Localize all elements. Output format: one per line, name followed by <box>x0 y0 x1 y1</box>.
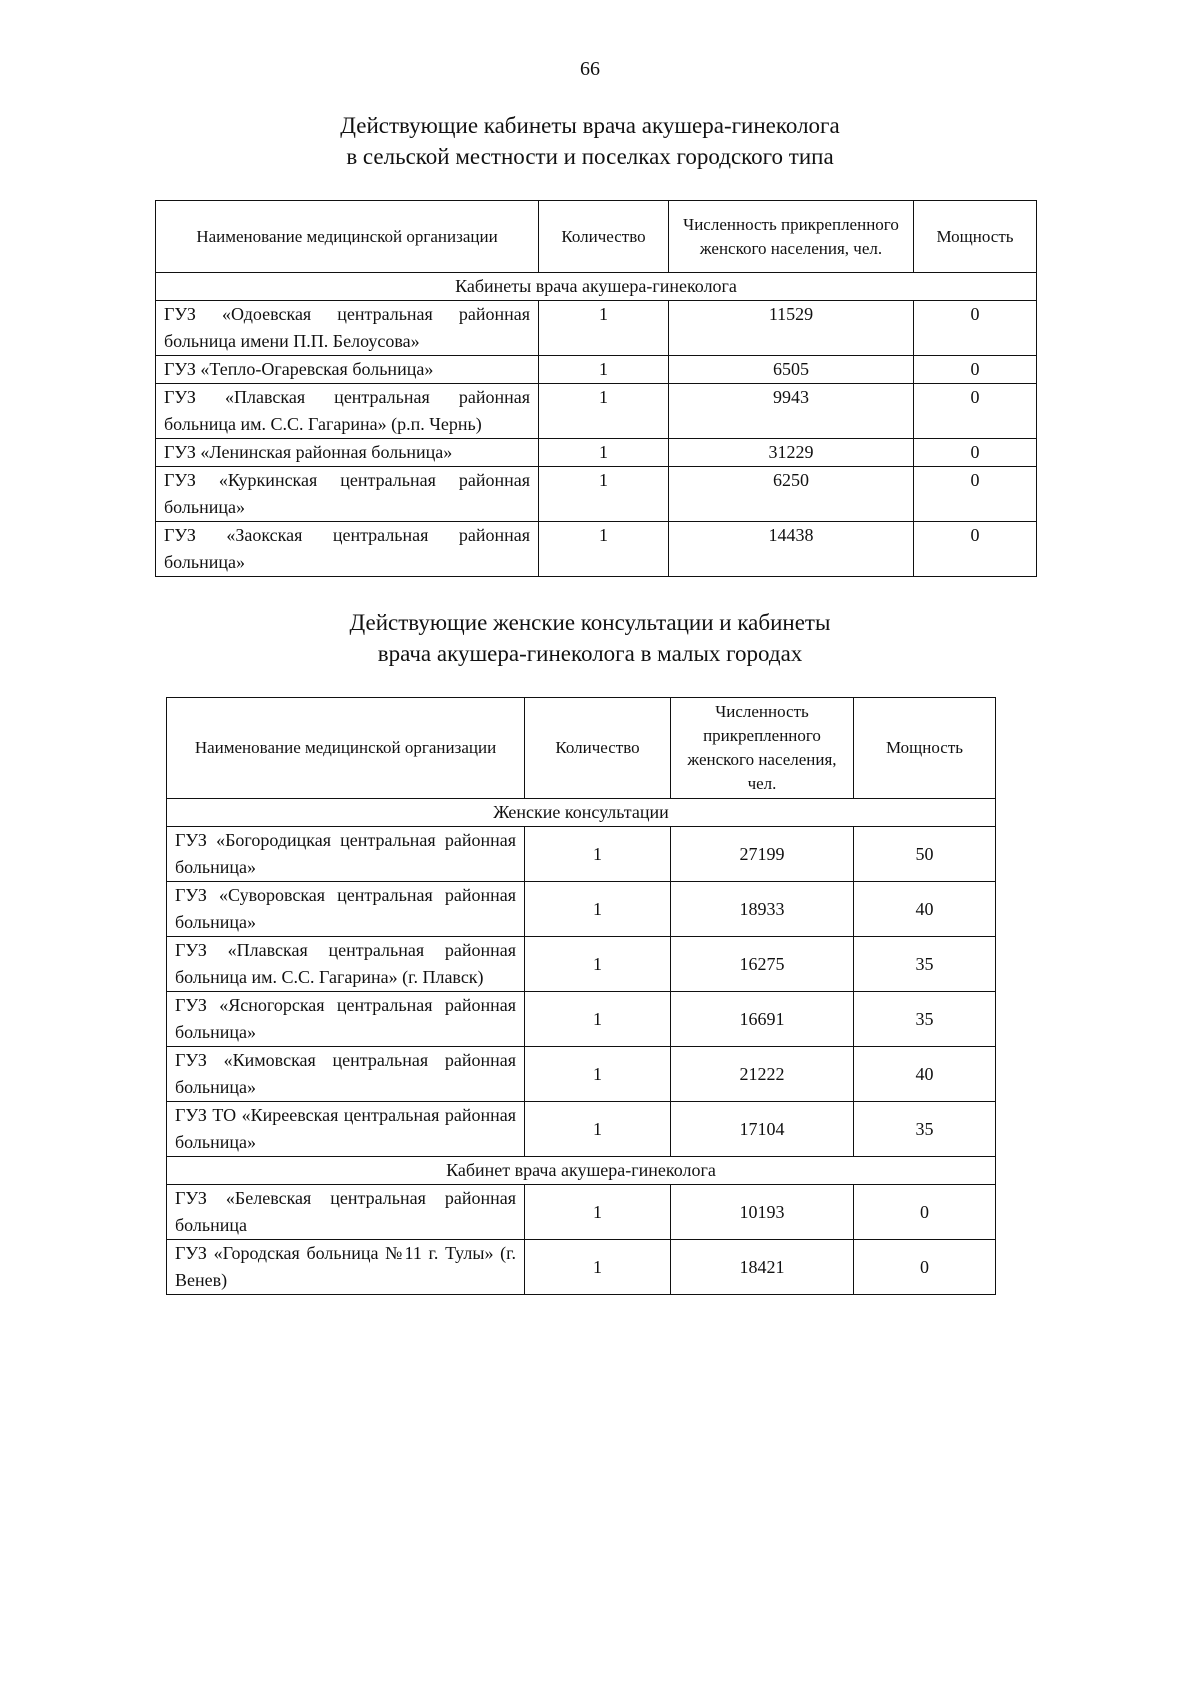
count-cell: 1 <box>539 522 669 577</box>
count-cell: 1 <box>525 992 671 1047</box>
capacity-cell: 0 <box>914 467 1037 522</box>
population-cell: 21222 <box>671 1047 854 1102</box>
table-row <box>167 1185 996 1240</box>
population-cell: 17104 <box>671 1102 854 1157</box>
table-row <box>167 1240 996 1295</box>
header-capacity: Мощность <box>914 201 1037 273</box>
count-cell: 1 <box>539 439 669 467</box>
table-row <box>167 1102 996 1157</box>
header-count: Количество <box>539 201 669 273</box>
table-row <box>167 1047 996 1102</box>
small-towns-table <box>166 697 996 1295</box>
capacity-cell: 50 <box>854 827 996 882</box>
table-row <box>167 827 996 882</box>
org-name-cell: ГУЗ «Плавская центральная районная больница им. С.С. Гагарина» (р.п. Чернь) <box>156 384 539 439</box>
group-header-row <box>156 273 1037 301</box>
org-name-cell: ГУЗ «Ленинская районная больница» <box>156 439 539 467</box>
org-name-cell: ГУЗ «Суворовская центральная районная больница» <box>167 882 525 937</box>
header-name: Наименование медицинской организации <box>156 201 539 273</box>
org-name-cell: ГУЗ «Ясногорская центральная районная больница» <box>167 992 525 1047</box>
org-name-cell: ГУЗ «Городская больница №11 г. Тулы» (г. Венев) <box>167 1240 525 1295</box>
count-cell: 1 <box>525 882 671 937</box>
population-cell: 6505 <box>669 356 914 384</box>
capacity-cell: 0 <box>914 522 1037 577</box>
table-row <box>156 439 1037 467</box>
capacity-cell: 35 <box>854 937 996 992</box>
count-cell: 1 <box>539 356 669 384</box>
population-cell: 27199 <box>671 827 854 882</box>
count-cell: 1 <box>525 827 671 882</box>
table-row <box>167 937 996 992</box>
section2-title-line2: врача акушера-гинеколога в малых городах <box>377 641 803 666</box>
count-cell: 1 <box>525 1240 671 1295</box>
group-header-row <box>167 1157 996 1185</box>
capacity-cell: 35 <box>854 992 996 1047</box>
count-cell: 1 <box>525 937 671 992</box>
section1-title-line1: Действующие кабинеты врача акушера-гинеколога <box>340 113 840 138</box>
org-name-cell: ГУЗ «Куркинская центральная районная больница» <box>156 467 539 522</box>
population-cell: 18421 <box>671 1240 854 1295</box>
table-row <box>156 522 1037 577</box>
section2-title <box>0 607 1180 669</box>
capacity-cell: 0 <box>914 301 1037 356</box>
section2-title-line1: Действующие женские консультации и кабинеты <box>349 610 831 635</box>
population-cell: 10193 <box>671 1185 854 1240</box>
org-name-cell: ГУЗ «Одоевская центральная районная больница имени П.П. Белоусова» <box>156 301 539 356</box>
capacity-cell: 0 <box>914 384 1037 439</box>
capacity-cell: 0 <box>914 439 1037 467</box>
section1-title-line2: в сельской местности и поселках городского типа <box>346 144 834 169</box>
org-name-cell: ГУЗ «Кимовская центральная районная больница» <box>167 1047 525 1102</box>
count-cell: 1 <box>525 1047 671 1102</box>
population-cell: 11529 <box>669 301 914 356</box>
capacity-cell: 0 <box>854 1185 996 1240</box>
header-capacity: Мощность <box>854 698 996 799</box>
org-name-cell: ГУЗ «Белевская центральная районная больница <box>167 1185 525 1240</box>
count-cell: 1 <box>525 1185 671 1240</box>
org-name-cell: ГУЗ «Богородицкая центральная районная больница» <box>167 827 525 882</box>
count-cell: 1 <box>539 467 669 522</box>
group-label: Кабинеты врача акушера-гинеколога <box>156 273 1037 301</box>
capacity-cell: 0 <box>914 356 1037 384</box>
count-cell: 1 <box>539 301 669 356</box>
page-number: 66 <box>580 58 600 80</box>
table-row <box>167 992 996 1047</box>
section1-title <box>0 110 1180 172</box>
population-cell: 16275 <box>671 937 854 992</box>
header-population: Численность прикрепленного женского населения, чел. <box>671 698 854 799</box>
count-cell: 1 <box>539 384 669 439</box>
capacity-cell: 35 <box>854 1102 996 1157</box>
table-row <box>156 301 1037 356</box>
header-name: Наименование медицинской организации <box>167 698 525 799</box>
header-population: Численность прикрепленного женского населения, чел. <box>669 201 914 273</box>
rural-offices-table <box>155 200 1037 577</box>
population-cell: 18933 <box>671 882 854 937</box>
capacity-cell: 40 <box>854 882 996 937</box>
header-count: Количество <box>525 698 671 799</box>
capacity-cell: 40 <box>854 1047 996 1102</box>
group-label: Женские консультации <box>167 799 996 827</box>
count-cell: 1 <box>525 1102 671 1157</box>
org-name-cell: ГУЗ «Тепло-Огаревская больница» <box>156 356 539 384</box>
group-header-row <box>167 799 996 827</box>
table-row <box>167 882 996 937</box>
table-row <box>156 356 1037 384</box>
population-cell: 31229 <box>669 439 914 467</box>
population-cell: 9943 <box>669 384 914 439</box>
org-name-cell: ГУЗ «Заокская центральная районная больница» <box>156 522 539 577</box>
table-row <box>156 467 1037 522</box>
table-row <box>156 384 1037 439</box>
group-label: Кабинет врача акушера-гинеколога <box>167 1157 996 1185</box>
population-cell: 6250 <box>669 467 914 522</box>
org-name-cell: ГУЗ «Плавская центральная районная больница им. С.С. Гагарина» (г. Плавск) <box>167 937 525 992</box>
capacity-cell: 0 <box>854 1240 996 1295</box>
population-cell: 14438 <box>669 522 914 577</box>
org-name-cell: ГУЗ ТО «Киреевская центральная районная больница» <box>167 1102 525 1157</box>
population-cell: 16691 <box>671 992 854 1047</box>
